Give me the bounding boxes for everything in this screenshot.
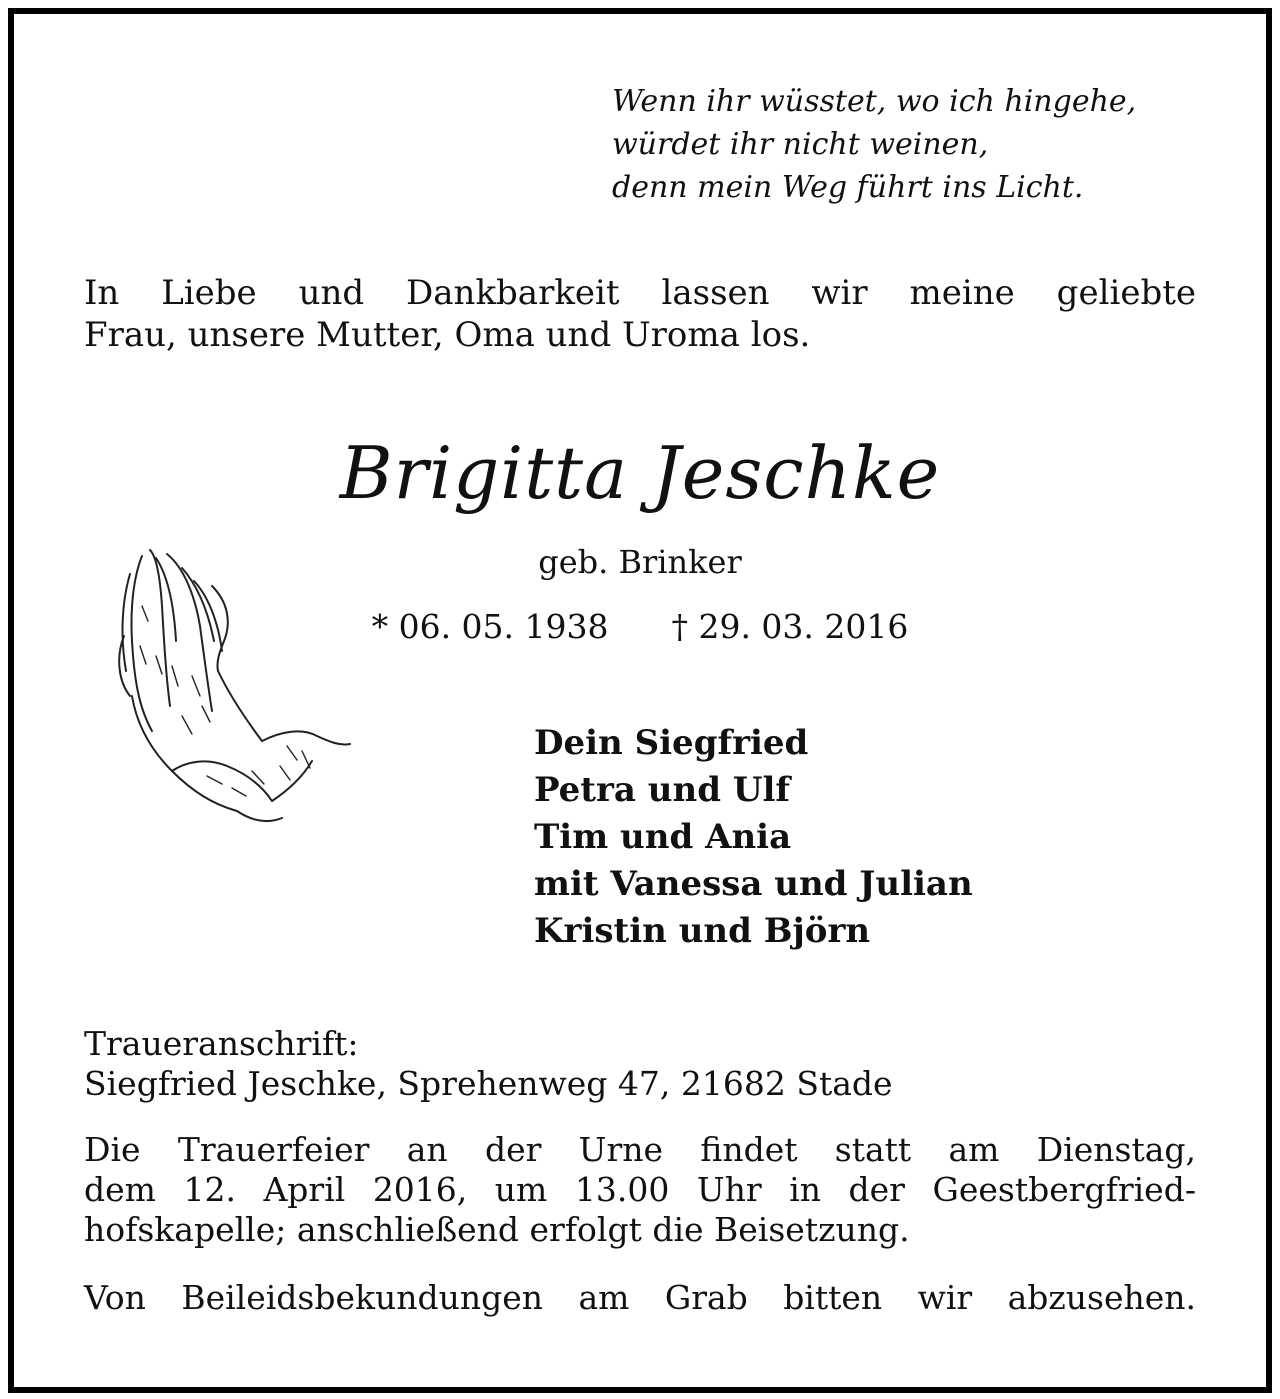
intro-line: In Liebe und Dankbarkeit lassen wir meine geliebte [84,273,1196,313]
note-line: Von Beileidsbekundungen am Grab bitten wir abzusehen. [84,1278,1196,1317]
ceremony-line: hofskapelle; anschließend erfolgt die Beisetzung. [84,1210,910,1249]
birth-date: * 06. 05. 1938 [371,607,609,646]
ceremony-line: dem 12. April 2016, um 13.00 Uhr in der Geestbergfried- [84,1170,1196,1209]
address-value: Siegfried Jeschke, Sprehenweg 47, 21682 Stade [84,1064,893,1103]
condolence-note [84,1278,1196,1318]
praying-hands-icon [112,546,352,828]
quote-line: würdet ihr nicht weinen, [612,127,989,162]
family-member: Dein Siegfried [534,723,809,763]
ceremony-text [84,1130,1196,1250]
birth-name: geb. Brinker [538,543,742,581]
family-member: Kristin und Björn [534,911,871,951]
death-date: † 29. 03. 2016 [671,607,909,646]
family-list [534,720,973,955]
intro-line: Frau, unsere Mutter, Oma und Uroma los. [84,315,811,355]
family-member: Tim und Ania [534,817,792,857]
quote-line: denn mein Weg führt ins Licht. [612,170,1084,205]
family-member: Petra und Ulf [534,770,791,810]
intro-text [84,272,1196,356]
quote-line: Wenn ihr wüsstet, wo ich hingehe, [612,84,1137,119]
mourning-address [84,1024,1196,1104]
address-label: Traueranschrift: [84,1024,359,1063]
ceremony-line: Die Trauerfeier an der Urne findet statt am Dienstag, [84,1130,1196,1169]
family-member: mit Vanessa und Julian [534,864,973,904]
quote-block [612,80,1232,209]
deceased-name: Brigitta Jeschke [339,431,941,515]
